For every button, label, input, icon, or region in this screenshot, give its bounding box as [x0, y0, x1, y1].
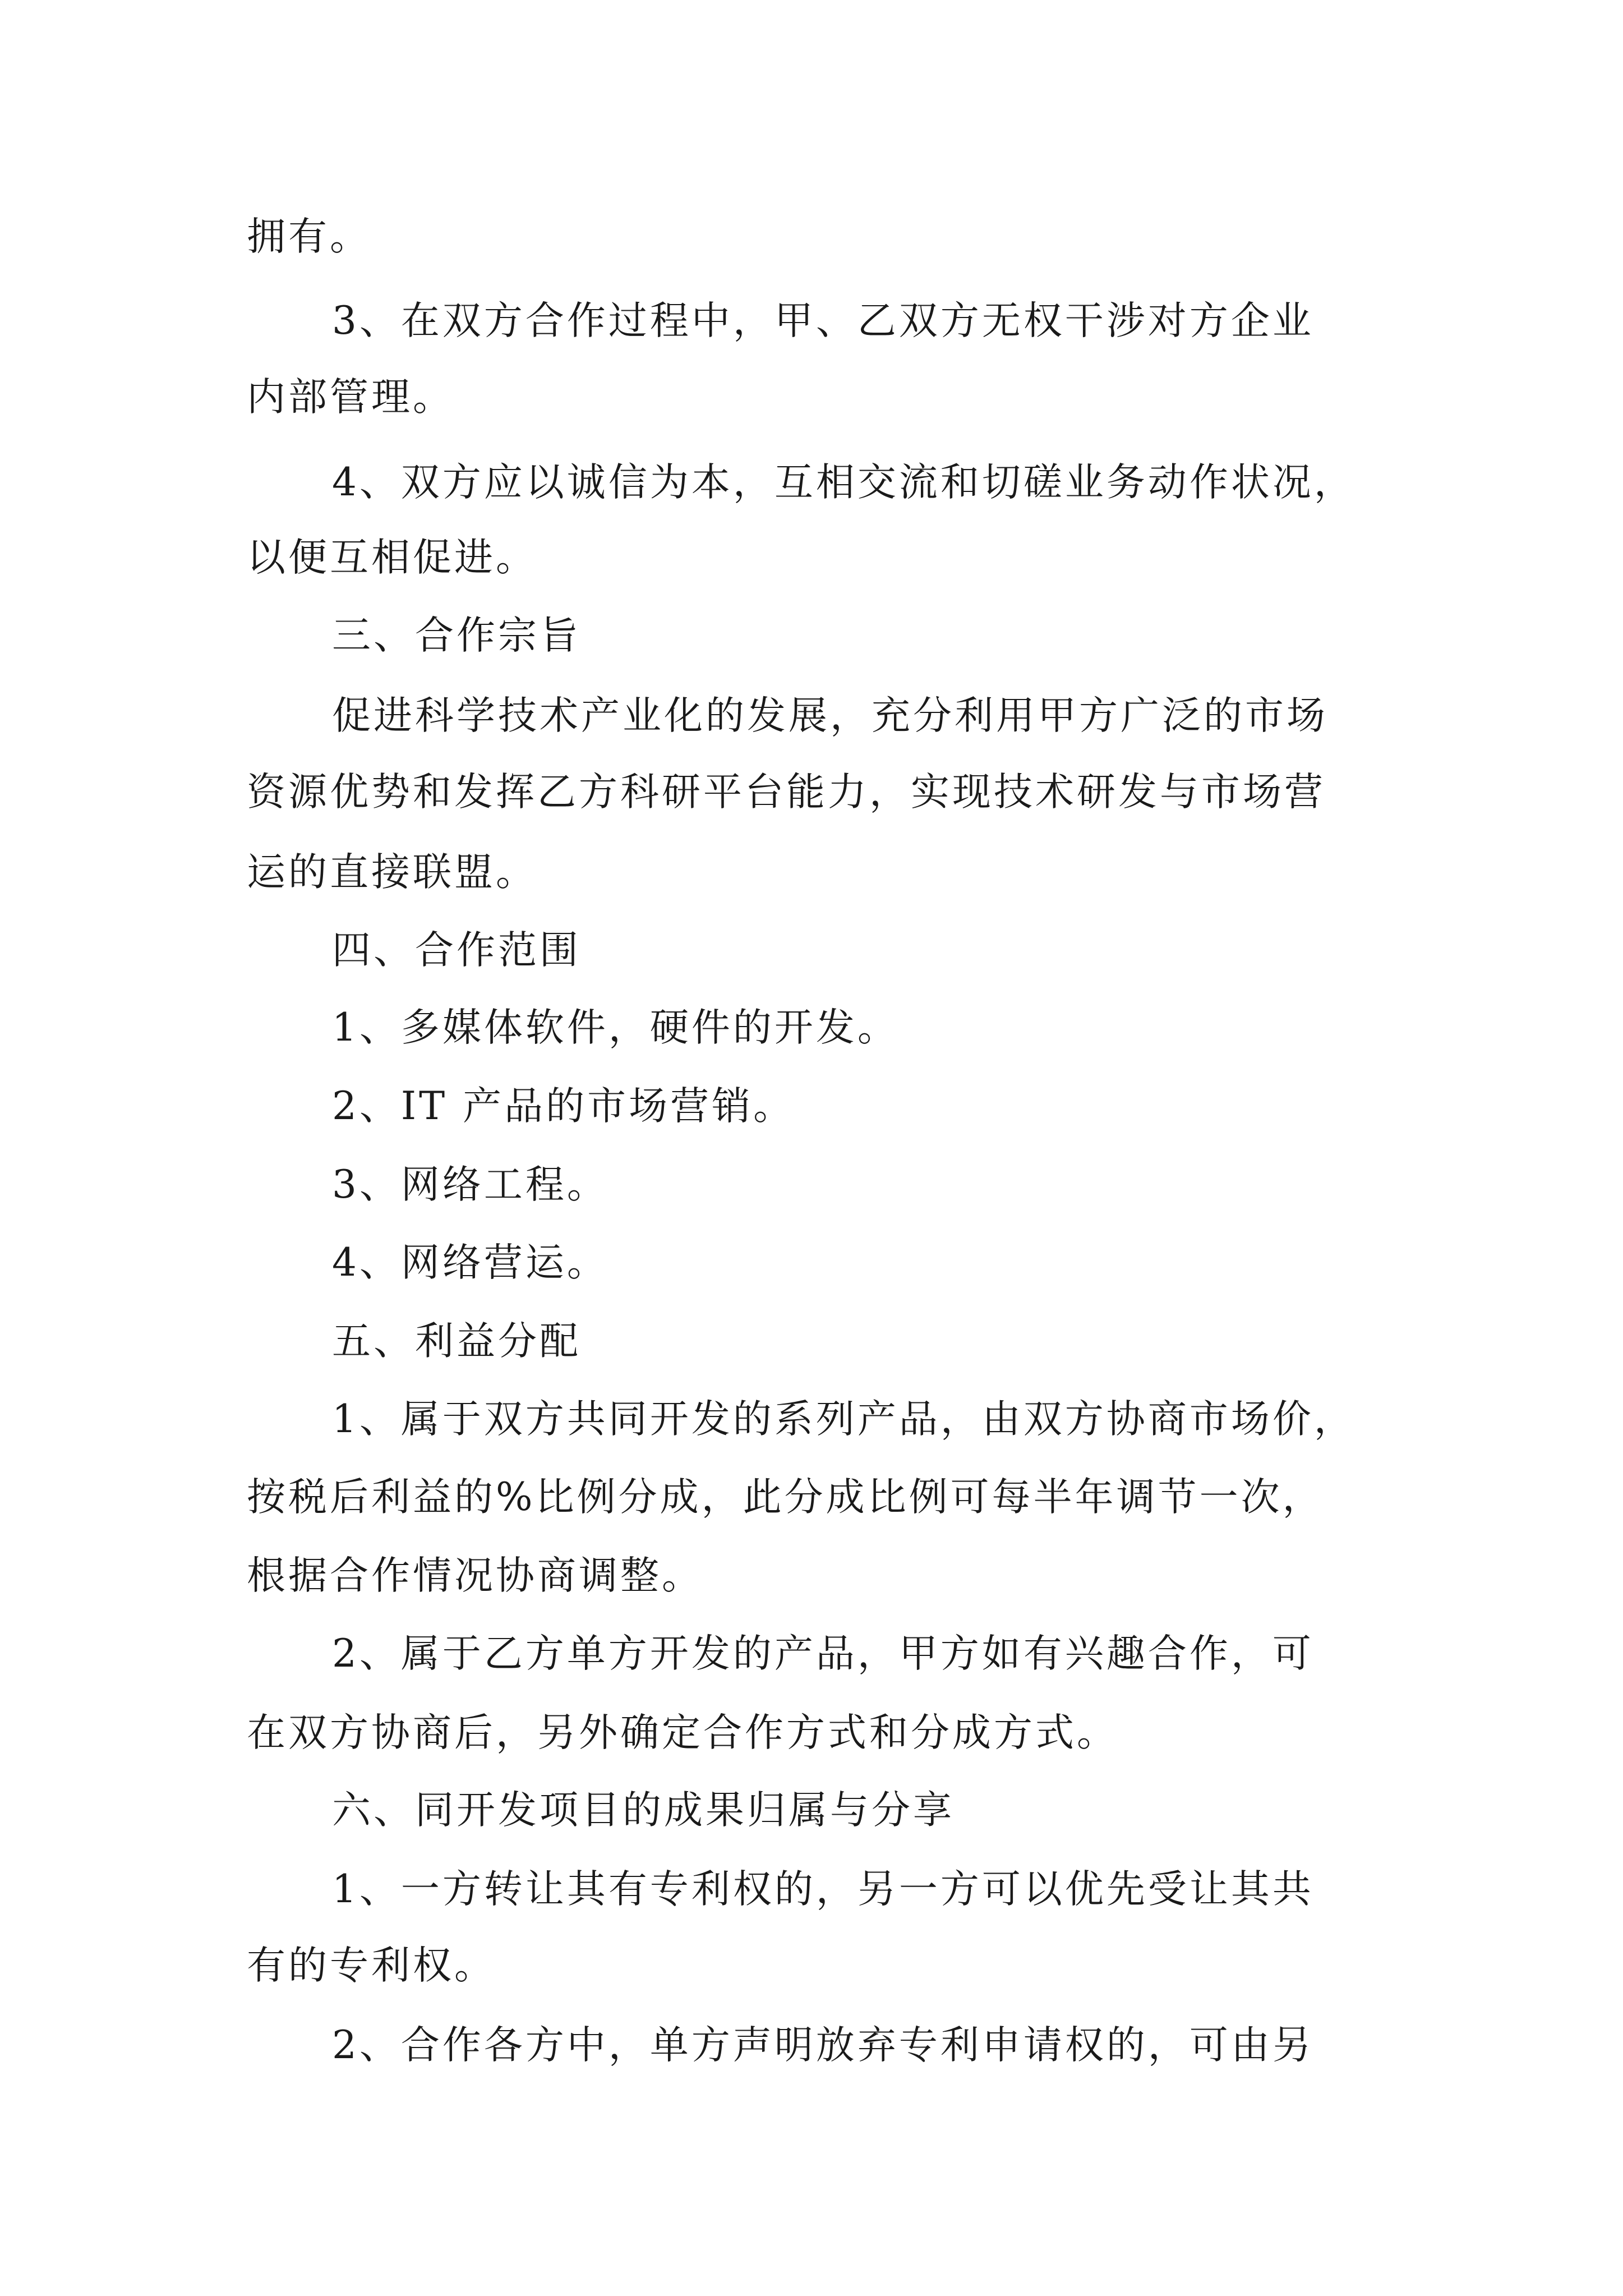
- section-heading: 六、同开发项目的成果归属与分享: [332, 1788, 955, 1833]
- section-heading: 四、合作范围: [332, 928, 581, 973]
- section-heading: 三、合作宗旨: [332, 613, 581, 658]
- text-line: 2、IT 产品的市场营销。: [332, 1084, 795, 1129]
- section-heading: 五、利益分配: [332, 1319, 581, 1364]
- text-line: 有的专利权。: [247, 1943, 496, 1988]
- text-line: 在双方协商后，另外确定合作方式和分成方式。: [247, 1710, 1118, 1755]
- text-line: 资源优势和发挥乙方科研平台能力，实现技术研发与市场营: [247, 770, 1326, 815]
- text-line: 2、属于乙方单方开发的产品，甲方如有兴趣合作，可: [332, 1631, 1314, 1676]
- text-line: 1、属于双方共同开发的系列产品，由双方协商市场价，: [332, 1397, 1355, 1442]
- text-line: 根据合作情况协商调整。: [247, 1553, 703, 1598]
- text-line: 促进科学技术产业化的发展，充分利用甲方广泛的市场: [332, 693, 1328, 738]
- text-line: 1、一方转让其有专利权的，另一方可以优先受让其共: [332, 1867, 1314, 1912]
- text-line: 4、双方应以诚信为本，互相交流和切磋业务动作状况，: [332, 460, 1355, 505]
- text-line: 以便互相促进。: [247, 535, 537, 580]
- text-line: 按税后利益的%比例分成，此分成比例可每半年调节一次，: [247, 1475, 1324, 1520]
- text-line: 内部管理。: [247, 375, 454, 420]
- text-line: 2、合作各方中，单方声明放弃专利申请权的，可由另: [332, 2023, 1314, 2068]
- text-line: 3、在双方合作过程中，甲、乙双方无权干涉对方企业: [332, 298, 1314, 343]
- text-line: 4、网络营运。: [332, 1240, 608, 1285]
- text-line: 拥有。: [247, 214, 371, 259]
- text-line: 1、多媒体软件，硬件的开发。: [332, 1005, 899, 1050]
- text-line: 3、网络工程。: [332, 1162, 608, 1207]
- text-line: 运的直接联盟。: [247, 850, 537, 895]
